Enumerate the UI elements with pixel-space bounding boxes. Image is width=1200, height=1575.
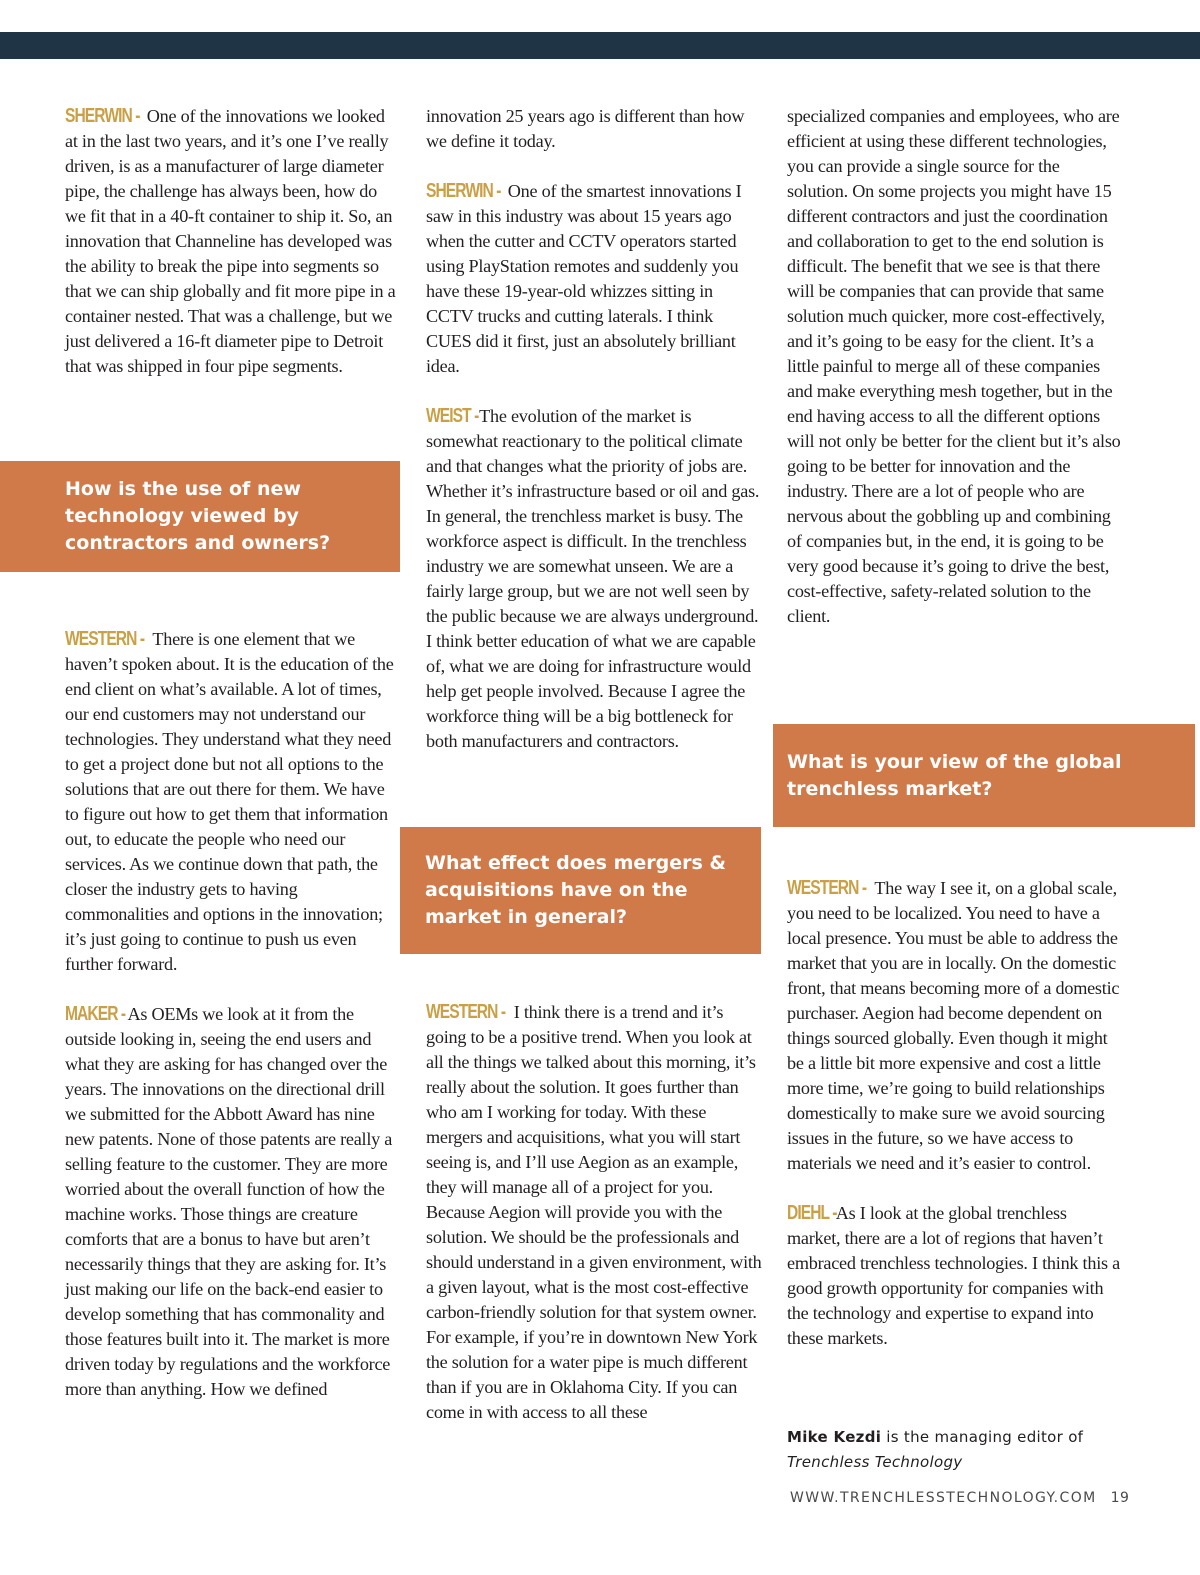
speaker-label: MAKER - (65, 1003, 126, 1025)
paragraph-text: innovation 25 years ago is different than how we define it today. (426, 106, 745, 151)
article-column-1-lower (65, 627, 401, 1427)
article-column-1 (65, 104, 401, 404)
question-box (773, 724, 1195, 827)
header-bar (0, 32, 1200, 59)
paragraph (426, 1000, 762, 1425)
speaker-label: DIEHL - (787, 1202, 837, 1224)
paragraph-text: One of the innovations we looked at in the last two years, and it’s one I’ve really driven, is as a manufacturer of large diameter pipe, the challenge has always been, how do we fit that in a 40-ft container to ship it. So, an innovation that Channeline has developed was the ability to break the pipe into segments so that we can ship globally and fit more pipe in a container nested. That was a challenge, but we just delivered a 16-ft diameter pipe to Detroit that was shipped in four pipe segments. (65, 106, 396, 376)
paragraph (787, 1201, 1123, 1351)
paragraph-text: As OEMs we look at it from the outside looking in, seeing the end users and what they are asking for has changed over the years. The innovations on the directional drill we submitted for the Abbott Award has nine new patents. None of those patents are really a selling feature to the customer. They are more worried about the overall function of how the machine works. Those things are creature comforts that are a bonus to have but aren’t necessarily things that they are asking for. It’s just making our life on the back-end easier to develop something that has commonality and those features built into it. The market is more driven today by regulations and the workforce more than anything. How we defined (65, 1004, 393, 1399)
author-name: Mike Kezdi (787, 1428, 882, 1446)
paragraph-text: As I look at the global trenchless market, there are a lot of regions that haven’t embraced trenchless technologies. I think this a good growth opportunity for companies with the technology and expertise to expand into these markets. (787, 1203, 1120, 1348)
question-text: What is your view of the global trenchless market? (787, 750, 1122, 800)
question-box (0, 461, 400, 572)
paragraph-text: specialized companies and employees, who are efficient at using these different technologies, you can provide a single source for the solution. On some projects you might have 15 different contractors and just the coordination and collaboration to get to the end solution is difficult. The benefit that we see is that there will be companies that can provide that same solution much quicker, more cost-effectively, and it’s going to be easy for the client. It’s a little painful to merge all of these companies and make everything mesh together, but in the end having access to all the different options will not only be better for the client but it’s also going to be better for innovation and the industry. There are a lot of people who are nervous about the gobbling up and combining of companies but, in the end, it is going to be very good because it’s going to drive the best, cost-effective, safety-related solution to the client. (787, 106, 1121, 626)
publication-name: Trenchless Technology (787, 1453, 963, 1471)
page-footer (790, 1490, 1129, 1506)
paragraph (65, 104, 401, 379)
article-column-2 (426, 104, 762, 779)
paragraph (787, 876, 1123, 1176)
paragraph (65, 1002, 401, 1402)
question-text: How is the use of new technology viewed by contractors and owners? (65, 478, 331, 554)
article-column-3-lower (787, 876, 1123, 1376)
article-column-2-lower (426, 1000, 762, 1450)
paragraph-text: The evolution of the market is somewhat reactionary to the political climate and that changes what the priority of jobs are. Whether it’s infrastructure based or oil and gas. In general, the trenchless market is busy. The workforce aspect is difficult. In the trenchless industry we are somewhat unseen. We are a fairly large group, but we are not well seen by the public because we are always underground. I think better education of what we are capable of, what we are doing for infrastructure would help get people involved. Because I agree the workforce thing will be a big bottleneck for both manufacturers and contractors. (426, 406, 760, 751)
byline-text: is the managing editor of (881, 1428, 1084, 1446)
paragraph (426, 179, 762, 379)
question-box (400, 827, 761, 954)
paragraph (65, 627, 401, 977)
speaker-label: WESTERN - (426, 1001, 506, 1023)
speaker-label: WEIST - (426, 405, 479, 427)
paragraph-text: One of the smartest innovations I saw in this industry was about 15 years ago when the cutter and CCTV operators started using PlayStation remotes and suddenly you have these 19-year-old whizzes sitting in CCTV trucks and cutting laterals. I think CUES did it first, just an absolutely brilliant idea. (426, 181, 742, 376)
paragraph-text: The way I see it, on a global scale, you need to be localized. You need to have a local presence. You must be able to address the market that you are in locally. On the domestic front, that means becoming more of a domestic purchaser. Aegion had become dependent on things sourced globally. Even though it might be a little bit more expensive and cost a little more time, we’re going to build relationships domestically to make sure we avoid sourcing issues in the future, so we have access to materials we need and it’s easier to control. (787, 878, 1120, 1173)
article-column-3 (787, 104, 1123, 654)
author-byline (787, 1425, 1147, 1475)
paragraph (426, 104, 762, 154)
speaker-label: WESTERN - (65, 628, 145, 650)
page-number: 19 (1110, 1490, 1130, 1506)
paragraph (426, 404, 762, 754)
paragraph-text: There is one element that we haven’t spoken about. It is the education of the end client on what’s available. A lot of times, our end customers may not understand our technologies. They understand what they need to get a project done but not all options to the solutions that are out there for them. We have to figure out how to get them that information out, to educate the people who need our services. As we continue down that path, the closer the industry gets to having commonalities and options in the innovation; it’s just going to continue to push us even further forward. (65, 629, 394, 974)
paragraph-text: I think there is a trend and it’s going to be a positive trend. When you look at all the things we talked about this morning, it’s really about the solution. It goes further than who am I working for today. With these mergers and acquisitions, what you will start seeing is, and I’ll use Aegion as an example, they will manage all of a project for you. Because Aegion will provide you with the solution. We should be the professionals and should understand in a given environment, with a given layout, what is the most cost-effective carbon-friendly solution for that system owner. For example, if you’re in downtown New York the solution for a water pipe is much different than if you are in Oklahoma City. If you can come in with access to all these (426, 1002, 762, 1422)
paragraph (787, 104, 1123, 629)
speaker-label: SHERWIN - (65, 105, 140, 127)
speaker-label: WESTERN - (787, 877, 867, 899)
speaker-label: SHERWIN - (426, 180, 501, 202)
footer-url: WWW.TRENCHLESSTECHNOLOGY.COM (790, 1490, 1097, 1506)
question-text: What effect does mergers & acquisitions have on the market in general? (425, 852, 726, 928)
